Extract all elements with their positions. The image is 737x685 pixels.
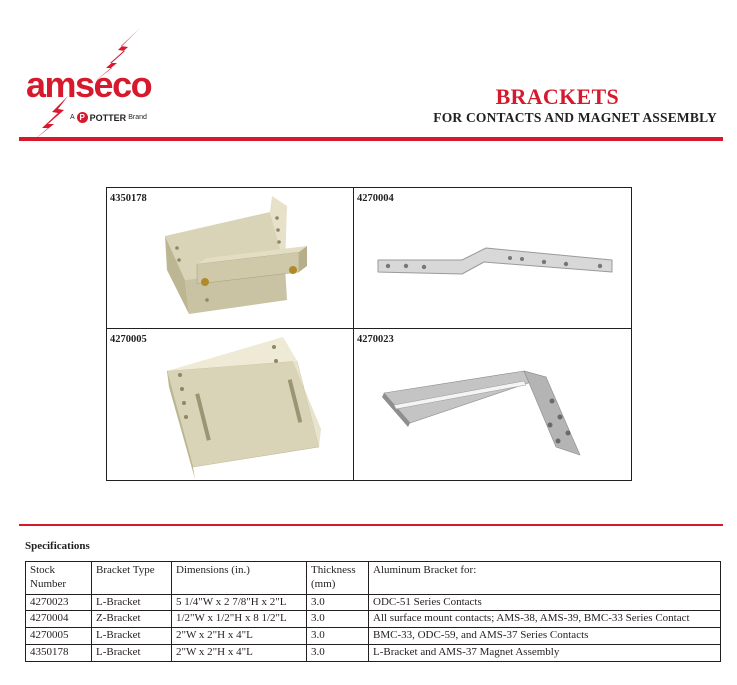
logo-wordmark: amseco: [26, 64, 152, 105]
table-cell: Z-Bracket: [92, 611, 172, 628]
logo-tag-brand: POTTER: [89, 112, 127, 123]
product-cell: [107, 188, 354, 329]
product-cell: [354, 329, 631, 480]
table-cell: 3.0: [307, 594, 369, 611]
table-cell: L-Bracket and AMS-37 Magnet Assembly: [369, 644, 721, 661]
table-row: [26, 594, 721, 611]
product-stock-number: 4270004: [357, 193, 394, 204]
product-cell: [354, 188, 631, 329]
logo-tagline: [70, 112, 147, 123]
column-header: Aluminum Bracket for:: [369, 562, 721, 595]
product-stock-number: 4350178: [110, 193, 147, 204]
page-subtitle: FOR CONTACTS AND MAGNET ASSEMBLY: [433, 110, 717, 125]
table-cell: L-Bracket: [92, 628, 172, 645]
table-cell: 1/2"W x 1/2"H x 8 1/2"L: [172, 611, 307, 628]
table-cell: 3.0: [307, 644, 369, 661]
table-cell: 4270004: [26, 611, 92, 628]
product-stock-number: 4270005: [110, 334, 147, 345]
table-row: [26, 644, 721, 661]
column-header: Dimensions (in.): [172, 562, 307, 595]
page-title: BRACKETS: [495, 84, 619, 109]
product-cell: [107, 329, 354, 480]
table-cell: L-Bracket: [92, 644, 172, 661]
column-header: Thickness (mm): [307, 562, 369, 595]
amseco-logo: [22, 28, 172, 138]
specifications-table: [25, 561, 721, 662]
table-row: [26, 611, 721, 628]
l-bracket-angled-image: [354, 329, 630, 479]
table-cell: L-Bracket: [92, 594, 172, 611]
potter-p-icon: P: [77, 112, 88, 123]
l-bracket-slotted-image: [107, 329, 353, 479]
table-cell: 5 1/4"W x 2 7/8"H x 2"L: [172, 594, 307, 611]
table-cell: BMC-33, ODC-59, and AMS-37 Series Contacts: [369, 628, 721, 645]
table-cell: All surface mount contacts; AMS-38, AMS-39, BMC-33 Series Contact: [369, 611, 721, 628]
column-header: Stock Number: [26, 562, 92, 595]
table-cell: 3.0: [307, 628, 369, 645]
table-cell: 4270005: [26, 628, 92, 645]
table-header-row: [26, 562, 721, 595]
z-bracket-image: [354, 188, 630, 328]
table-cell: 3.0: [307, 611, 369, 628]
table-cell: 2"W x 2"H x 4"L: [172, 628, 307, 645]
column-header: Bracket Type: [92, 562, 172, 595]
table-cell: 4270023: [26, 594, 92, 611]
logo-tag-suffix: Brand: [128, 114, 147, 121]
specifications-heading: Specifications: [25, 540, 90, 552]
logo-tag-prefix: A: [70, 114, 75, 121]
section-divider: [19, 524, 723, 526]
product-stock-number: 4270023: [357, 334, 394, 345]
header-divider: [19, 137, 723, 141]
product-grid: [106, 187, 632, 481]
table-cell: 2"W x 2"H x 4"L: [172, 644, 307, 661]
l-bracket-magnet-assembly-image: [107, 188, 353, 328]
table-row: [26, 628, 721, 645]
table-cell: 4350178: [26, 644, 92, 661]
table-cell: ODC-51 Series Contacts: [369, 594, 721, 611]
